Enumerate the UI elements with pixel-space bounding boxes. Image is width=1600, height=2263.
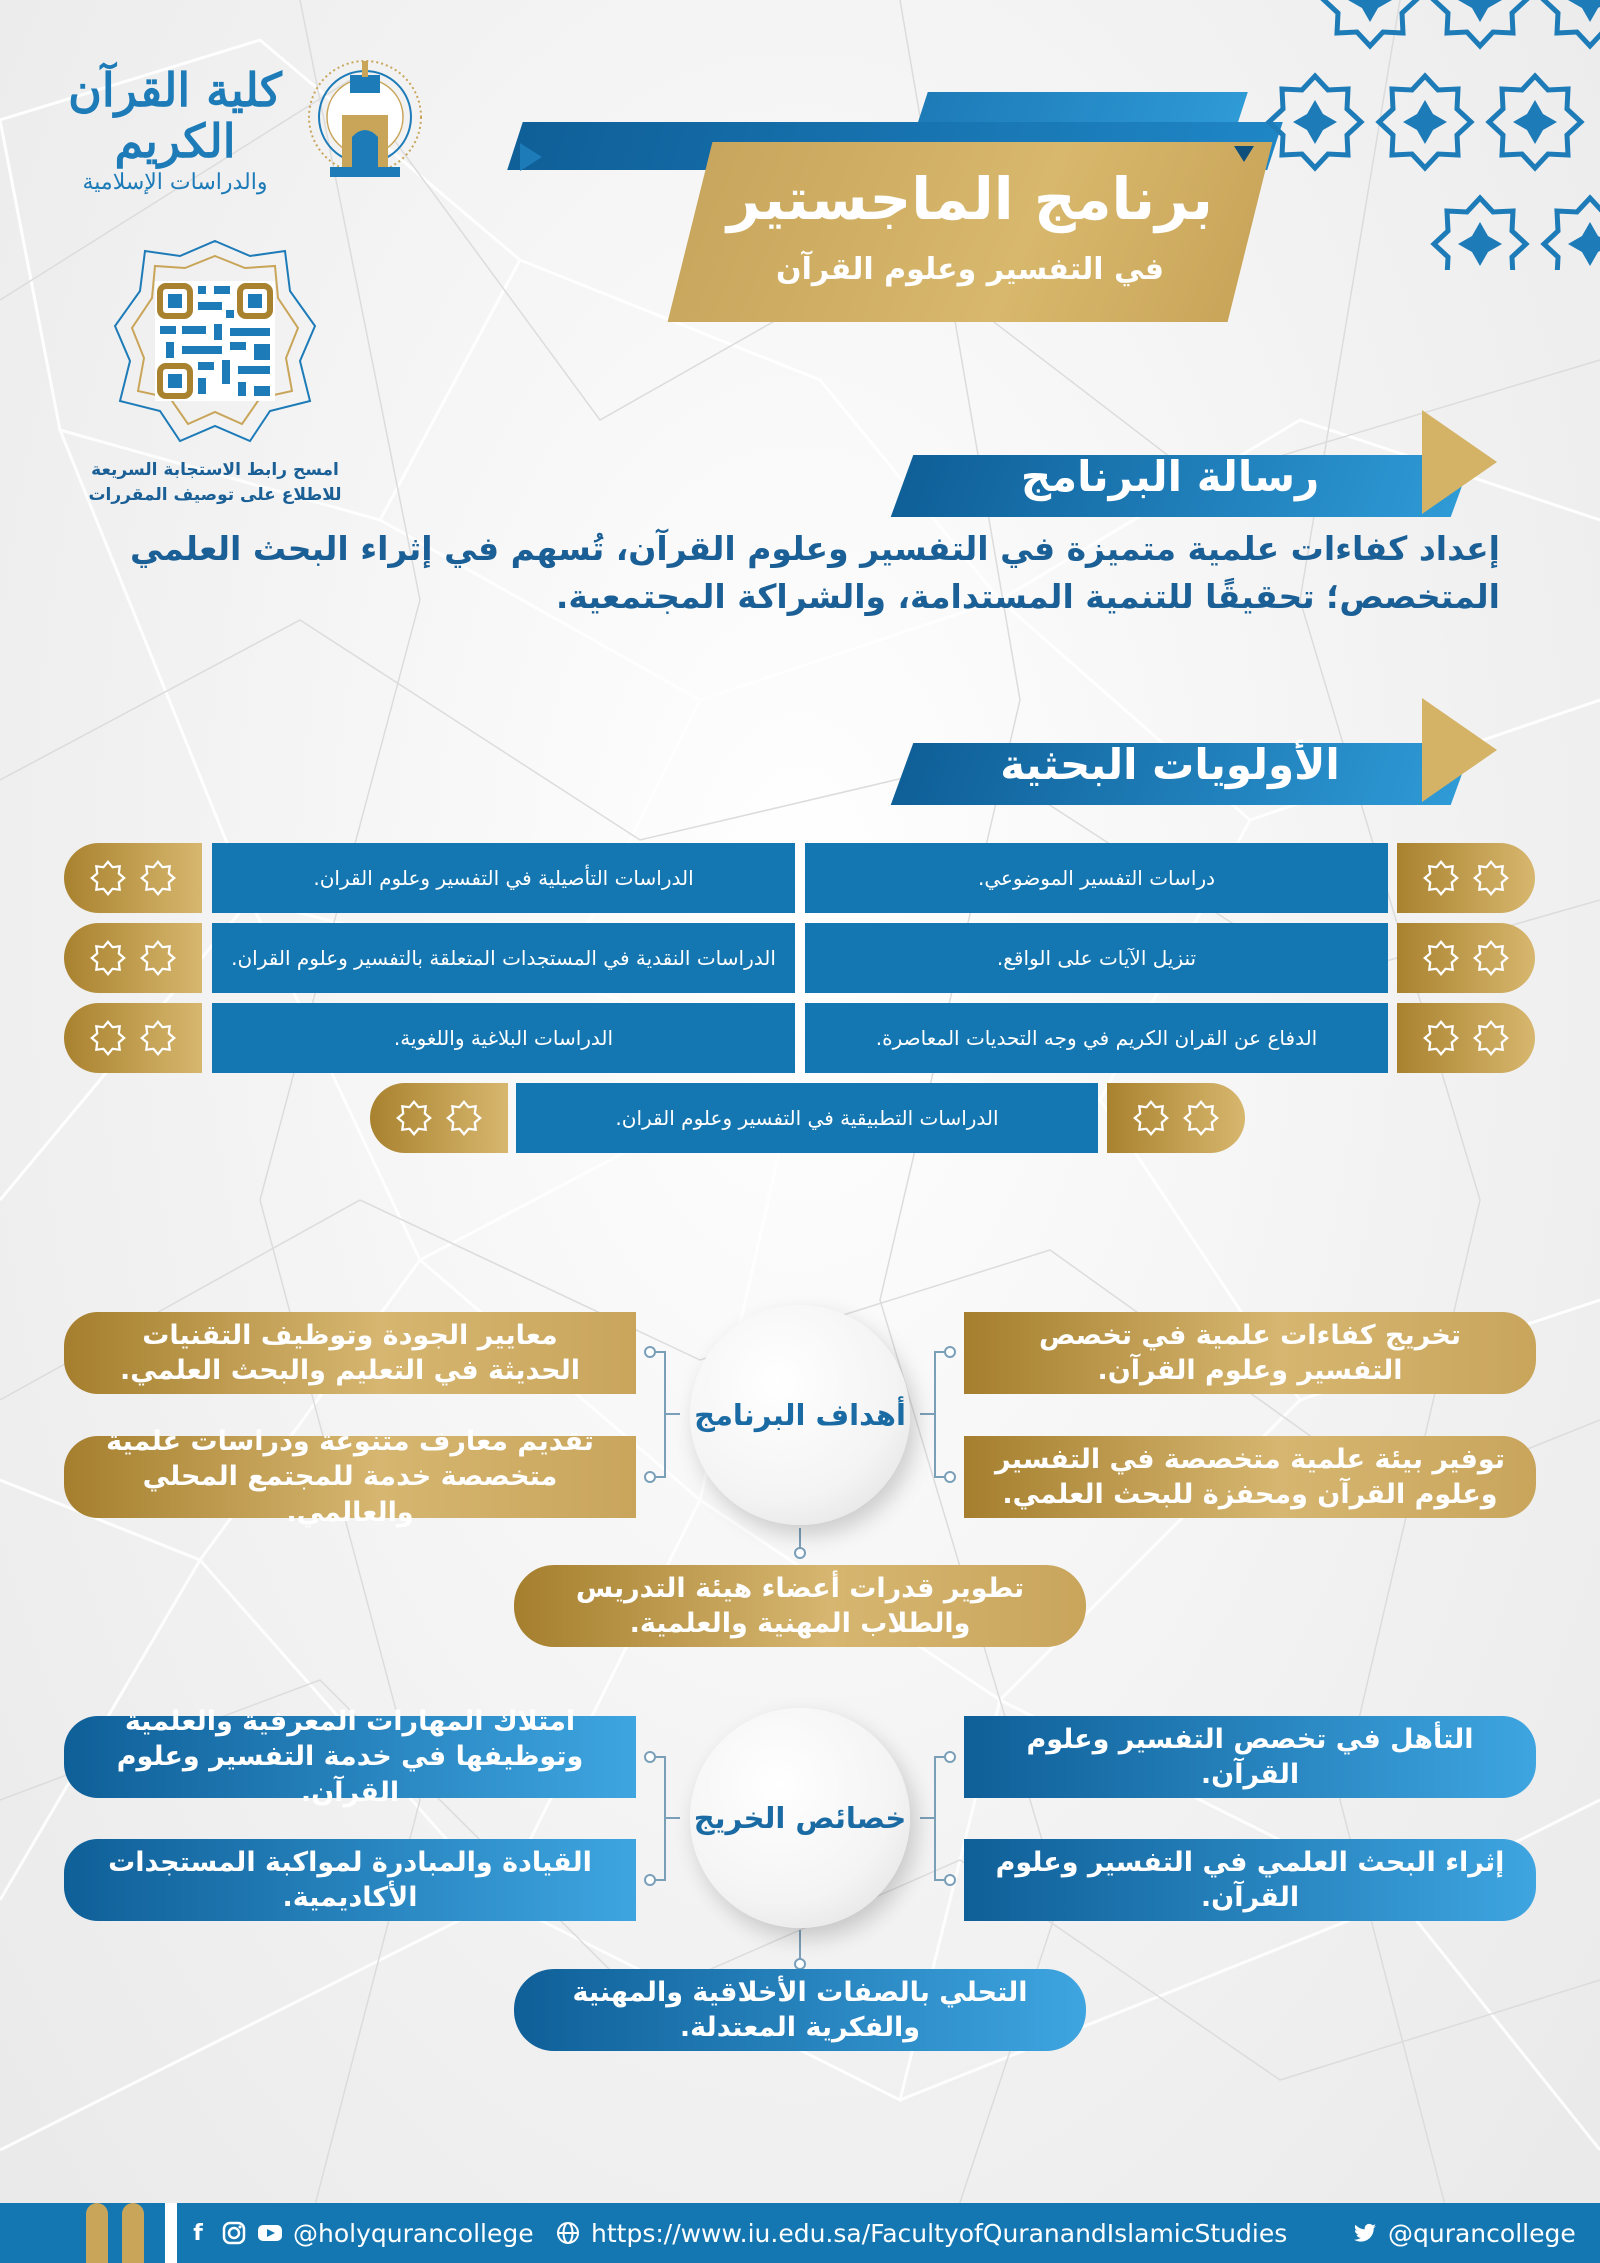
priority-cap-left	[64, 1003, 202, 1073]
goal-item: تقديم معارف متنوعة ودراسات علمية متخصصة خدمة للمجتمع المحلي والعالمي.	[64, 1436, 636, 1518]
priority-item: تنزيل الآيات على الواقع.	[805, 923, 1388, 993]
priority-cap-right	[1107, 1083, 1245, 1153]
trait-item: التحلي بالصفات الأخلاقية والمهنية والفكرية المعتدلة.	[514, 1969, 1086, 2051]
globe-icon	[555, 2220, 581, 2246]
qr-caption-line1: امسح رابط الاستجابة السريعة	[91, 460, 339, 480]
star-icon	[90, 860, 126, 896]
star-icon	[1473, 1020, 1509, 1056]
priority-cap-right	[1397, 1003, 1535, 1073]
footer-twitter[interactable]	[1352, 2203, 1576, 2263]
college-logo	[60, 63, 290, 196]
footer-social[interactable]	[185, 2203, 534, 2263]
page-title: برنامج الماجستير	[727, 165, 1213, 233]
goal-item: توفير بيئة علمية متخصصة في التفسير وعلوم القرآن ومحفزة للبحث العلمي.	[964, 1436, 1536, 1518]
star-icon	[1473, 860, 1509, 896]
priority-item: الدراسات التطبيقية في التفسير وعلوم القران.	[516, 1083, 1098, 1153]
instagram-icon[interactable]	[221, 2220, 247, 2246]
facebook-icon[interactable]: f	[193, 2220, 203, 2246]
social-handle[interactable]: @holyqurancollege	[293, 2218, 534, 2248]
mission-text: إعداد كفاءات علمية متميزة في التفسير وعلوم القرآن، تُسهم في إثراء البحث العلمي المتخصص؛ تحقيقًا للتنمية المستدامة، والشراكة المجتمعية.	[130, 529, 1500, 616]
islamic-star-pattern	[1180, 0, 1600, 270]
priority-item: الدراسات التأصيلية في التفسير وعلوم القران.	[212, 843, 795, 913]
priority-item: دراسات التفسير الموضوعي.	[805, 843, 1388, 913]
priorities-heading: الأولويات البحثية	[1000, 740, 1340, 789]
goals-heading: أهداف البرنامج	[690, 1305, 910, 1525]
goal-item: تخريج كفاءات علمية في تخصص التفسير وعلوم القرآن.	[964, 1312, 1536, 1394]
star-icon	[90, 940, 126, 976]
star-icon	[90, 1020, 126, 1056]
priority-item: الدراسات البلاغية واللغوية.	[212, 1003, 795, 1073]
priority-item: الدراسات النقدية في المستجدات المتعلقة بالتفسير وعلوم القران.	[212, 923, 795, 993]
footer-website[interactable]	[555, 2203, 1287, 2263]
college-logo-subtext: والدراسات الإسلامية	[82, 170, 268, 196]
twitter-icon[interactable]	[1352, 2220, 1378, 2246]
priority-item: الدفاع عن القران الكريم في وجه التحديات المعاصرة.	[805, 1003, 1388, 1073]
goal-item: تطوير قدرات أعضاء هيئة التدريس والطلاب المهنية والعلمية.	[514, 1565, 1086, 1647]
star-icon	[396, 1100, 432, 1136]
footer-left-block	[0, 2203, 60, 2263]
title-decor-triangle	[520, 143, 542, 171]
star-icon	[1473, 940, 1509, 976]
qr-caption-line2: للاطلاع على توصيف المقررات	[88, 484, 342, 505]
star-icon	[140, 940, 176, 976]
trait-item: امتلاك المهارات المعرفية والعلمية وتوظيفها في خدمة التفسير وعلوم القرآن.	[64, 1716, 636, 1798]
star-icon	[1133, 1100, 1169, 1136]
twitter-handle[interactable]: @qurancollege	[1388, 2218, 1576, 2248]
qr-caption	[85, 458, 345, 507]
star-icon	[446, 1100, 482, 1136]
mission-heading: رسالة البرنامج	[1020, 452, 1320, 501]
youtube-icon[interactable]	[257, 2220, 283, 2246]
priorities-heading-triangle	[1422, 698, 1497, 802]
star-icon	[1423, 1020, 1459, 1056]
star-icon	[140, 860, 176, 896]
page-subtitle: في التفسير وعلوم القرآن	[775, 252, 1165, 287]
priority-cap-right	[1397, 923, 1535, 993]
star-icon	[1183, 1100, 1219, 1136]
footer-divider	[165, 2203, 177, 2263]
mission-heading-triangle	[1422, 410, 1497, 514]
trait-item: إثراء البحث العلمي في التفسير وعلوم القرآن.	[964, 1839, 1536, 1921]
website-link[interactable]: https://www.iu.edu.sa/FacultyofQuranandIslamicStudies	[591, 2218, 1288, 2248]
university-logo	[300, 55, 430, 190]
goal-item: معايير الجودة وتوظيف التقنيات الحديثة في التعليم والبحث العلمي.	[64, 1312, 636, 1394]
qr-code[interactable]	[110, 236, 320, 446]
star-icon	[140, 1020, 176, 1056]
priority-cap-right	[1397, 843, 1535, 913]
priority-cap-left	[64, 843, 202, 913]
priority-cap-left	[64, 923, 202, 993]
graduate-traits-heading: خصائص الخريج	[690, 1708, 910, 1928]
priority-cap-left	[370, 1083, 508, 1153]
trait-item: القيادة والمبادرة لمواكبة المستجدات الأكاديمية.	[64, 1839, 636, 1921]
star-icon	[1423, 940, 1459, 976]
footer-gold-bars	[80, 2203, 150, 2263]
star-icon	[1423, 860, 1459, 896]
trait-item: التأهل في تخصص التفسير وعلوم القرآن.	[964, 1716, 1536, 1798]
college-logo-text: كلية القرآن الكريم	[68, 63, 282, 168]
